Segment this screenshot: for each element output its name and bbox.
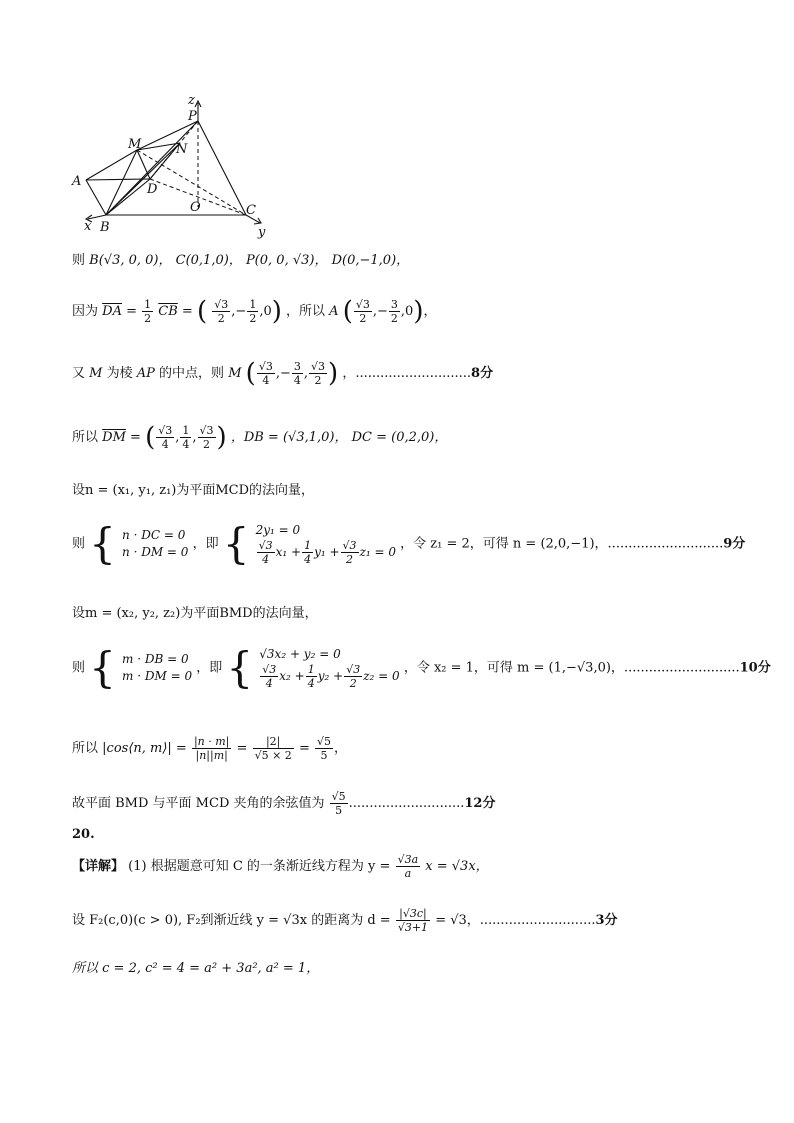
fraction: [180, 424, 191, 451]
numerator: √5: [331, 790, 346, 803]
vector-DM: $\overline{DM}$: [102, 430, 126, 445]
denominator: 2: [359, 312, 367, 325]
numerator: √3: [311, 360, 326, 373]
fraction: [247, 298, 258, 325]
denominator: 2: [346, 553, 354, 566]
denominator: 4: [262, 553, 270, 566]
fraction: [354, 298, 372, 325]
label-z: z: [188, 95, 195, 108]
score-label: 3分: [595, 913, 618, 928]
denominator: 2: [217, 312, 225, 325]
fraction: [253, 735, 294, 762]
text: 所以: [72, 430, 99, 445]
vector-DM-line: 所以 $\overline{DM}$ = ( $\frac{√3}{4}$ , $\frac{1}{4}$ , $\frac{√3}{2}$ ) ，DB = (√3,1,0)， DC = (0,2,0)，: [72, 422, 448, 453]
result-line: [72, 960, 319, 978]
score-label: 10分: [739, 660, 771, 676]
label-P: P: [188, 109, 197, 124]
text: ，: [334, 741, 348, 756]
denominator: 2: [203, 438, 211, 451]
system-n-line: [72, 519, 746, 568]
equals: =: [298, 741, 310, 756]
label-O: O: [190, 200, 201, 215]
fraction: [341, 539, 359, 566]
numerator: 1: [307, 663, 315, 676]
equation-system: [122, 651, 192, 685]
equation-system: [256, 522, 396, 566]
fraction: [257, 539, 275, 566]
left-brace: {: [222, 519, 250, 568]
equation: [259, 663, 399, 690]
fraction: [344, 663, 362, 690]
vector-DB: ，DB = (√3,1,0)，: [230, 430, 348, 445]
point-C: C(0,1,0)，: [175, 253, 242, 268]
numerator: 3: [390, 298, 398, 311]
detail-tag: 【详解】: [72, 859, 125, 874]
fraction: [257, 360, 275, 387]
text: ，即: [192, 536, 219, 552]
text: 设n = (x₁, y₁, z₁)为平面MCD的法向量，: [72, 483, 315, 498]
label-D: D: [147, 182, 158, 197]
denominator: 4: [307, 677, 315, 690]
numerator: √5: [316, 735, 331, 748]
point-P: P(0, 0, √3)，: [245, 253, 328, 268]
fraction: [396, 853, 421, 880]
fraction: [260, 663, 278, 690]
equals: =: [236, 741, 248, 756]
text: 所以 c = 2, c² = 4 = a² + 3a², a² = 1，: [72, 961, 320, 976]
edge-BD: [106, 179, 150, 215]
vector-DA: $\overline{DA}$: [102, 304, 122, 319]
vector-CB: $\overline{CB}$: [158, 304, 178, 319]
denominator: 2: [349, 677, 357, 690]
edge-AB: [86, 180, 106, 215]
numerator: 1: [144, 298, 152, 311]
numerator: 1: [182, 424, 190, 437]
label-M: M: [128, 137, 142, 152]
equals: =: [126, 304, 138, 319]
point-M: M: [89, 366, 103, 381]
edge-PM: [137, 121, 198, 150]
denominator: 2: [390, 312, 398, 325]
score-label: 8分: [471, 366, 494, 381]
text: 所以: [72, 741, 99, 756]
dots: ，............................: [342, 366, 472, 381]
numerator: √3a: [397, 853, 419, 866]
fraction: [212, 298, 230, 325]
denominator: 4: [262, 374, 270, 387]
denominator: √3+1: [397, 921, 429, 934]
numerator: √3: [214, 298, 229, 311]
label-N: N: [176, 142, 188, 157]
numerator: |2|: [253, 735, 294, 749]
text: (1) 根据题意可知 C 的一条渐近线方程为 y =: [128, 859, 391, 874]
vector-DA-line: 因为 $\overline{DA}$ = $\frac{1}{2}$ $\overline{CB}$ = ( $\frac{√3}{2}$ ,− $\frac{1}{2}$ ,0) ，所以 A ( $\frac{√3}{2}$ ,− $\frac{3}{2}$ ,0)，: [72, 296, 437, 327]
asymptote-line: [72, 853, 489, 880]
denominator: a: [404, 867, 412, 880]
label-x: x: [84, 219, 92, 234]
denominator: 4: [304, 553, 312, 566]
numerator: √3: [258, 539, 273, 552]
score-label: 9分: [723, 536, 746, 552]
point-D: D(0,−1,0)，: [331, 253, 410, 268]
text: ，所以: [286, 304, 326, 319]
text: z₂ = 0: [363, 669, 400, 683]
vector-DC: DC = (0,2,0)，: [351, 430, 448, 445]
text: 则: [72, 253, 86, 268]
denominator: 4: [293, 374, 301, 387]
numerator: 3: [293, 360, 301, 373]
label-C: C: [246, 203, 256, 218]
coords-line: [72, 252, 409, 270]
numerator: 1: [249, 298, 257, 311]
score-label: 12分: [464, 796, 496, 811]
equation-system: [259, 646, 399, 690]
numerator: √3: [158, 424, 173, 437]
denominator: 4: [161, 438, 169, 451]
numerator: √3: [258, 360, 273, 373]
numerator: |n · m|: [193, 735, 230, 748]
denominator: 4: [182, 438, 190, 451]
fraction: [306, 663, 317, 690]
text: ，令 x₂ = 1，可得 m = (1,−√3,0)，............................: [403, 660, 740, 676]
fraction: [292, 360, 303, 387]
text: 故平面 BMD 与平面 MCD 夹角的余弦值为: [72, 796, 325, 811]
text: y₁ +: [314, 545, 340, 559]
text: 20.: [72, 827, 95, 842]
distance-line: [72, 907, 618, 934]
denominator: 5: [320, 749, 328, 762]
system-m-line: [72, 643, 771, 692]
left-brace: {: [226, 643, 254, 692]
denominator: 5: [335, 804, 343, 817]
fraction: [198, 424, 216, 451]
text: |cos⟨n, m⟩| =: [102, 741, 187, 756]
equation: m · DB = 0: [122, 652, 189, 666]
numerator: √3: [199, 424, 214, 437]
equation: [256, 539, 396, 566]
text: 则: [72, 536, 86, 552]
left-brace: {: [89, 519, 116, 568]
text: x = √3x，: [425, 859, 489, 874]
text: y₂ +: [317, 669, 344, 683]
text: 则: [72, 660, 86, 676]
point-M: M: [228, 366, 242, 381]
text: x₁ +: [275, 545, 302, 559]
normal-m-line: [72, 605, 318, 623]
denominator: 2: [144, 312, 152, 325]
text: 因为: [72, 304, 99, 319]
dots: ............................: [348, 796, 465, 811]
numerator: √3: [342, 539, 357, 552]
denominator: |n||m|: [195, 749, 228, 762]
midpoint-M-line: 又 M 为棱 AP 的中点，则 M ( $\frac{√3}{4}$ ,− $\frac{3}{4}$ , $\frac{√3}{2}$ ) ，............................8分: [72, 358, 494, 389]
fraction: [192, 735, 231, 762]
equation: n · DC = 0: [122, 528, 186, 542]
fraction: [156, 424, 174, 451]
label-y: y: [258, 225, 266, 240]
fraction: [309, 360, 327, 387]
fraction: [330, 790, 348, 817]
text: = √3，............................: [435, 913, 596, 928]
text: ,0: [259, 304, 272, 319]
label-A: A: [72, 174, 82, 189]
text: z₁ = 0: [359, 545, 397, 559]
text: 又: [72, 366, 86, 381]
numerator: √3: [355, 298, 370, 311]
equation: m · DM = 0: [122, 669, 193, 683]
equation: √3x₂ + y₂ = 0: [259, 647, 341, 661]
text: 设 F₂(c,0)(c > 0), F₂到渐近线 y = √3x 的距离为 d =: [72, 913, 391, 928]
denominator: 2: [314, 374, 322, 387]
denominator: 2: [249, 312, 257, 325]
denominator: 4: [265, 677, 273, 690]
fraction: [302, 539, 313, 566]
denominator: √5 × 2: [254, 749, 292, 762]
conclusion-line: [72, 790, 495, 817]
normal-n-line: [72, 482, 314, 500]
numerator: 1: [304, 539, 312, 552]
equation: n · DM = 0: [122, 545, 189, 559]
text: ，: [423, 304, 437, 319]
fraction: [396, 907, 430, 934]
numerator: |√3c|: [396, 907, 430, 921]
text: 设m = (x₂, y₂, z₂)为平面BMD的法向量，: [72, 606, 318, 621]
edge-PD: [150, 121, 198, 179]
point-B: B(√3, 0, 0)，: [89, 253, 172, 268]
point-A: A: [329, 304, 339, 319]
fraction: [315, 735, 333, 762]
text: ，令 z₁ = 2，可得 n = (2,0,−1)，............................: [400, 536, 724, 552]
numerator: √3: [346, 663, 361, 676]
cosine-line: [72, 735, 347, 762]
segment-AP: AP: [136, 366, 155, 381]
fraction: [389, 298, 400, 325]
fraction: [142, 298, 153, 325]
text: ，即: [196, 660, 223, 676]
pyramid-figure: [70, 95, 280, 240]
question-number: [72, 826, 95, 844]
text: 的中点，则: [159, 366, 225, 381]
text: x₂ +: [279, 669, 305, 683]
label-B: B: [100, 220, 110, 235]
equation: 2y₁ = 0: [255, 523, 301, 537]
numerator: √3: [262, 663, 277, 676]
text: 为棱: [106, 366, 133, 381]
equation-system: [122, 527, 188, 561]
left-brace: {: [89, 643, 116, 692]
